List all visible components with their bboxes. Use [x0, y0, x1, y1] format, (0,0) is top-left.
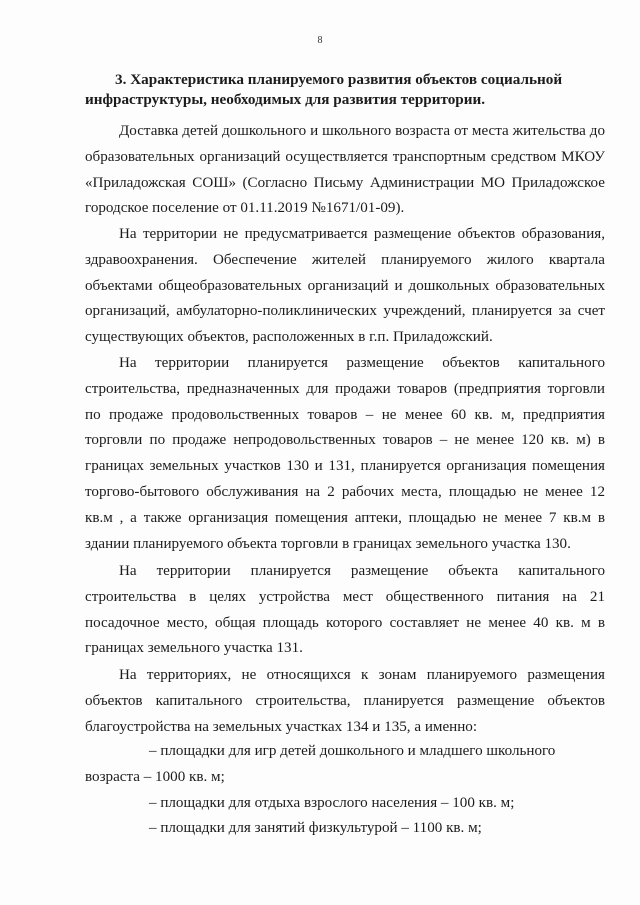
paragraph-landscaping: На территориях, не относящихся к зонам планируемого размещения объектов капитального строительства, планируется размещение объектов благоустройства на земельных участках 134 и 135, а именно: — [85, 667, 605, 735]
paragraph-catering: На территории планируется размещение объекта капитального строительства в целях устройства мест общественного питания на 21 посадочное место, общая площадь которого составляет не менее 40 кв. м в границах земельного участка 131. — [85, 563, 605, 657]
paragraph-retail: На территории планируется размещение объектов капитального строительства, предназначенных для продажи товаров (предприятия торговли по продаже продовольственных товаров – не менее 60 кв. м, предприятия торговли по продаже непродовольственных товаров – не менее 120 кв. м) в границах земельных участков 130 и 131, планируется организация помещения торгово-бытового обслуживания на 2 рабочих места, площадью не менее 12 кв.м , а также организация помещения аптеки, площадью не менее 7 кв.м в здании планируемого объекта торговли в границах земельного участка 130. — [85, 355, 605, 552]
list-item: – площадки для игр детей дошкольного и младшего школьного возраста – 1000 кв. м; — [85, 743, 556, 785]
list-item: – площадки для занятий физкультурой – 1100 кв. м; — [149, 820, 482, 837]
paragraph-education-health: На территории не предусматривается размещение объектов образования, здравоохранения. Обеспечение жителей планируемого жилого квартала объектами общеобразовательных организаций и дошкольных образовательных организаций, амбулаторно-поликлинических учреждений, планируется за счет существующих объектов, расположенных в г.п. Приладожский. — [85, 226, 605, 346]
landscaping-list — [85, 739, 605, 842]
paragraph-transport: Доставка детей дошкольного и школьного возраста от места жительства до образовательных организаций осуществляется транспортным средством МКОУ «Приладожская СОШ» (Согласно Письму Администрации МО Приладожское городское поселение от 01.11.2019 №1671/01-09). — [85, 123, 605, 217]
list-item: – площадки для отдыха взрослого населения – 100 кв. м; — [149, 794, 515, 811]
page-number: 8 — [317, 35, 323, 46]
section-heading: 3. Характеристика планируемого развития объектов социальной инфраструктуры, необходимых для развития территории. — [85, 71, 563, 108]
